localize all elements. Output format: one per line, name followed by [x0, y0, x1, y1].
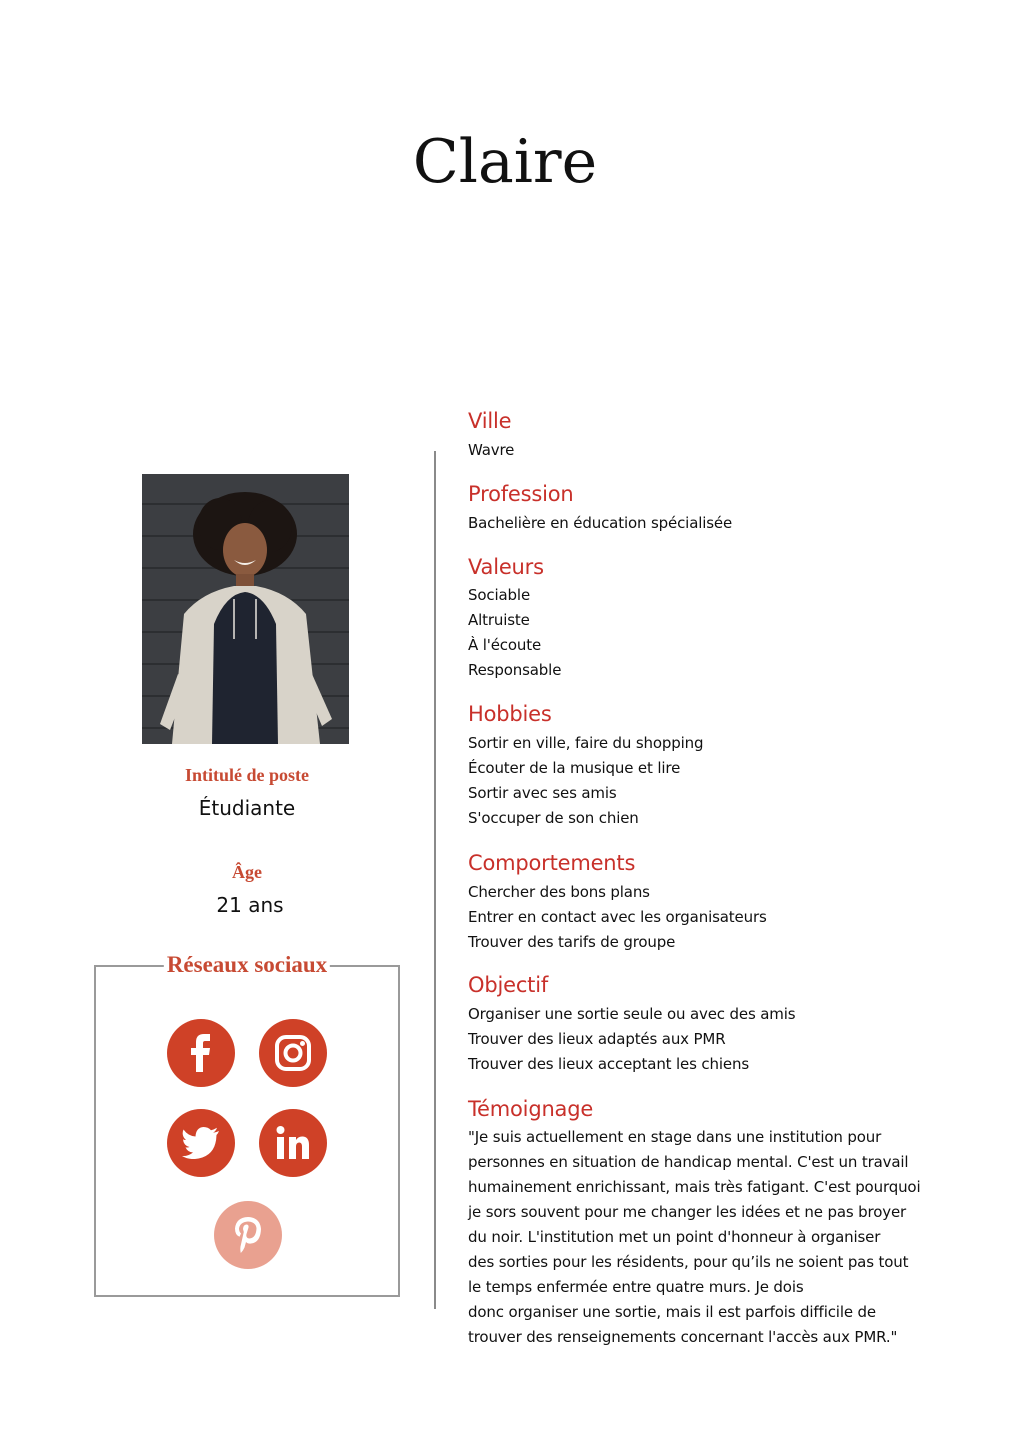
section-title-ville: Ville	[468, 409, 512, 433]
section-title-valeurs: Valeurs	[468, 555, 544, 579]
section-temoignage-content	[468, 1125, 920, 1350]
section-title-profession: Profession	[468, 482, 574, 506]
linkedin-icon[interactable]	[259, 1109, 327, 1177]
twitter-icon[interactable]	[167, 1109, 235, 1177]
testimonial-line: personnes en situation de handicap mental. C'est un travail	[468, 1153, 909, 1171]
section-valeurs-content	[468, 583, 561, 683]
instagram-icon[interactable]	[259, 1019, 327, 1087]
job-title-label: Intitulé de poste	[184, 765, 309, 785]
testimonial-line: "Je suis actuellement en stage dans une institution pour	[468, 1128, 882, 1146]
list-item: Chercher des bons plans	[468, 883, 650, 901]
list-item: Trouver des lieux acceptant les chiens	[468, 1055, 749, 1073]
pinterest-icon[interactable]	[214, 1201, 282, 1269]
section-title-objectif: Objectif	[468, 973, 549, 997]
list-item: Sortir avec ses amis	[468, 784, 617, 802]
list-item: Entrer en contact avec les organisateurs	[468, 908, 767, 926]
list-item: Altruiste	[468, 611, 530, 629]
testimonial-line: le temps enfermée entre quatre murs. Je dois	[468, 1278, 804, 1296]
age-value: 21 ans	[216, 893, 284, 917]
list-item: Trouver des lieux adaptés aux PMR	[468, 1030, 726, 1048]
list-item: Bachelière en éducation spécialisée	[468, 514, 733, 532]
list-item: Sociable	[468, 586, 531, 604]
section-comportements-content	[468, 880, 767, 955]
testimonial-line: des sorties pour les résidents, pour qu’ils ne soient pas tout	[468, 1253, 909, 1271]
list-item: Trouver des tarifs de groupe	[468, 933, 676, 951]
section-profession-content	[468, 511, 732, 536]
section-objectif-content	[468, 1002, 795, 1077]
list-item: Organiser une sortie seule ou avec des amis	[468, 1005, 796, 1023]
testimonial-line: humainement enrichissant, mais très fatigant. C'est pourquoi	[468, 1178, 921, 1196]
facebook-icon[interactable]	[167, 1019, 235, 1087]
list-item: Responsable	[468, 661, 562, 679]
list-item: Wavre	[468, 441, 515, 459]
list-item: À l'écoute	[468, 636, 542, 654]
social-networks-box	[94, 952, 400, 1297]
testimonial-line: je sors souvent pour me changer les idées et ne pas broyer	[468, 1203, 907, 1221]
section-ville-content	[468, 438, 514, 463]
persona-name: Claire	[412, 127, 598, 197]
section-hobbies-content	[468, 731, 703, 831]
section-title-temoignage: Témoignage	[468, 1097, 594, 1121]
section-title-hobbies: Hobbies	[468, 702, 552, 726]
testimonial-line: du noir. L'institution met un point d'honneur à organiser	[468, 1228, 881, 1246]
testimonial-line: trouver des renseignements concernant l'accès aux PMR."	[468, 1328, 898, 1346]
testimonial-line: donc organiser une sortie, mais il est parfois difficile de	[468, 1303, 876, 1321]
age-label: Âge	[232, 862, 262, 882]
list-item: Sortir en ville, faire du shopping	[468, 734, 704, 752]
persona-photo	[142, 474, 349, 744]
job-title-value: Étudiante	[198, 796, 296, 820]
list-item: Écouter de la musique et lire	[468, 759, 681, 777]
social-networks-title: Réseaux sociaux	[164, 951, 330, 979]
list-item: S'occuper de son chien	[468, 809, 639, 827]
section-title-comportements: Comportements	[468, 851, 636, 875]
column-divider	[434, 451, 436, 1309]
